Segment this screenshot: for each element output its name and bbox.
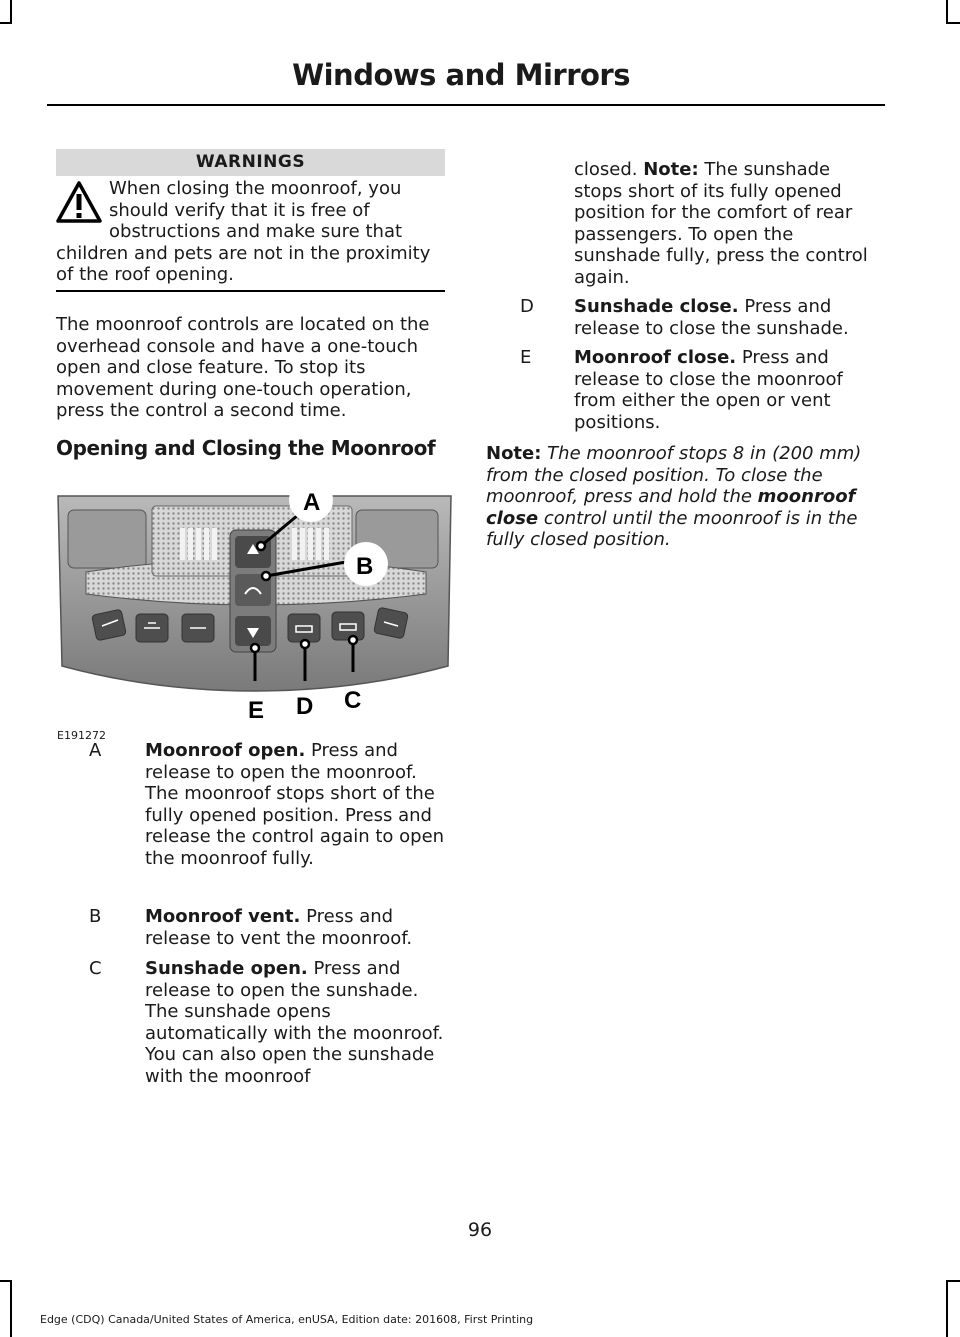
item-c-continued-text: The sunshade stops short of its fully opened position for the comfort of rear passengers. To open the sunshade fully, press the control again. [574,159,868,288]
crop-mark [946,1280,960,1282]
page-number: 96 [467,1219,493,1241]
item-text: Press and release to close the sunshade. [574,296,849,339]
callout-a-label: A [303,489,321,516]
warning-divider [56,290,445,292]
item-title: Moonroof close. [574,347,737,368]
item-label: E [520,347,532,368]
callout-b-label: B [356,553,374,580]
warning-line: obstructions and make sure that [109,221,403,242]
item-text: Press and release to open the sunshade. The sunshade opens automatically with the moonroof. You can also open the sunshade with the moonroof [145,958,444,1087]
item-c-continued-prefix: closed. [574,159,644,180]
callout-c-label: C [344,687,362,714]
crop-mark [946,1280,948,1337]
item-title: Sunshade open. [145,958,308,979]
page-title: Windows and Mirrors [292,58,630,92]
item-label: A [89,740,102,761]
overhead-console-illustration [56,476,454,744]
crop-mark [0,1280,12,1282]
figure-id: E191272 [57,729,106,742]
note-label: Note: [486,443,542,464]
note-text: control until the moonroof is in the fully closed position. [486,507,858,550]
callout-d-label: D [296,693,314,720]
item-label: D [520,296,534,317]
note-label: Note: [643,159,699,180]
crop-mark [10,0,12,22]
moonroof-note [486,443,886,551]
item-text: Press and release to vent the moonroof. [145,906,413,949]
crop-mark [0,22,12,24]
item-label: C [89,958,102,979]
item-title: Sunshade close. [574,296,739,317]
warnings-heading: WARNINGS [56,149,445,176]
warning-line: should verify that it is free of [109,199,370,221]
warning-line: children and pets are not in the proximity of the roof opening. [56,242,431,285]
crop-mark [946,0,948,22]
item-c-continued [574,159,878,288]
warning-line: When closing the moonroof, you [109,178,402,199]
callout-e-label: E [248,697,265,724]
item-text: Press and release to open the moonroof. The moonroof stops short of the fully opened position. Press and release the control again to open the moonroof fully. [145,740,445,869]
item-text: Press and release to close the moonroof from either the open or vent positions. [574,347,843,433]
note-text: The moonroof stops 8 in (200 mm) from the closed position. To close the moonroof, press and hold the [486,443,862,507]
header-divider [47,104,885,106]
footer-text: Edge (CDQ) Canada/United States of America, enUSA, Edition date: 201608, First Printing [40,1313,534,1326]
item-title: Moonroof open. [145,740,306,761]
section-heading: Opening and Closing the Moonroof [56,436,436,460]
note-bold-text: moonroof close [486,486,856,529]
item-label: B [89,906,102,927]
crop-mark [946,22,960,24]
crop-mark [10,1280,12,1337]
intro-paragraph: The moonroof controls are located on the overhead console and have a one-touch open and close feature. To stop its movement during one-touch operation, press the control a second time. [56,314,430,421]
item-title: Moonroof vent. [145,906,301,927]
warning-text [56,178,446,286]
